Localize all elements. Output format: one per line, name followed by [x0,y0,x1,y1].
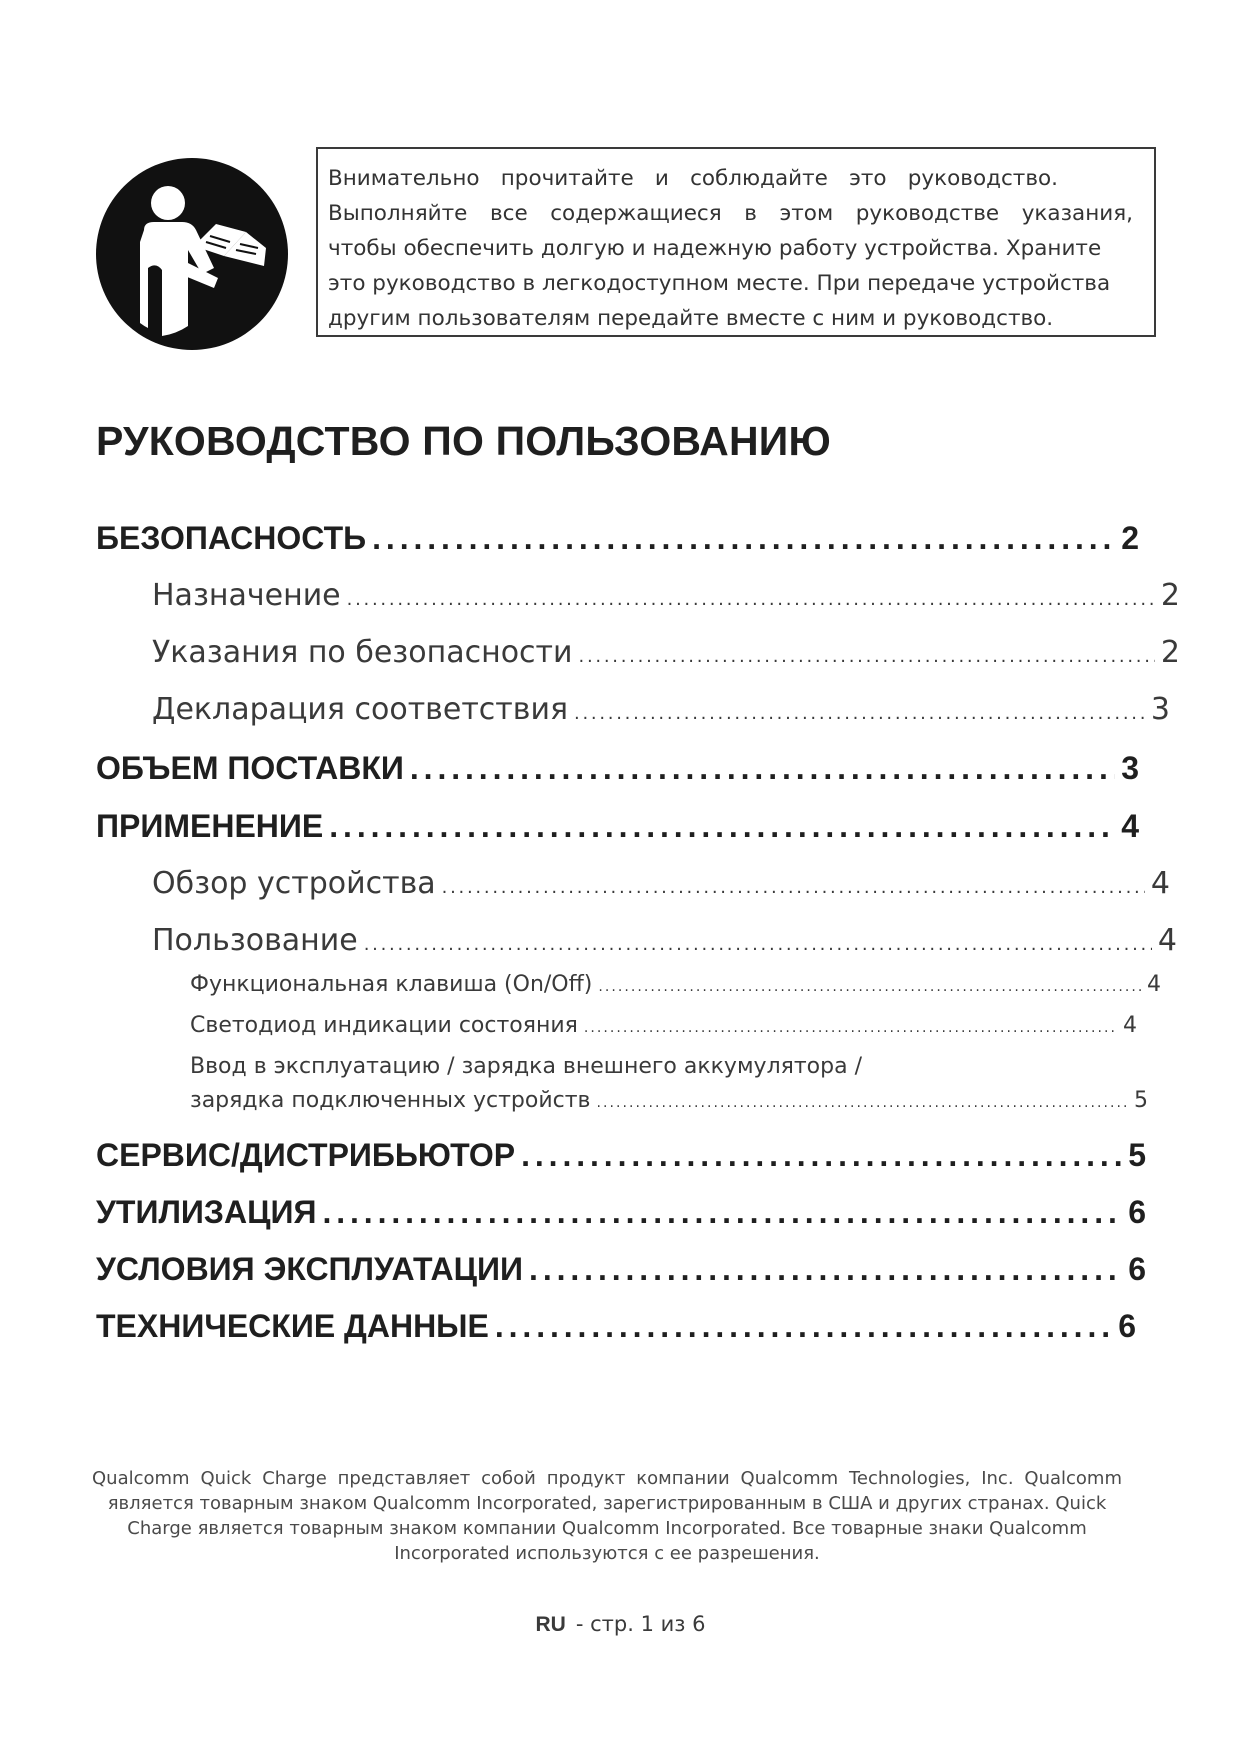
toc-label: Пользование [152,923,358,958]
toc-page-number: 2 [1160,578,1180,613]
toc-item-technical-data[interactable] [96,1308,1136,1352]
toc-leader [364,923,1152,958]
toc-item-commissioning-line1[interactable]: Ввод в эксплуатацию / зарядка внешнего аккумулятора / [190,1054,862,1079]
toc-page-number: 5 [1128,1137,1146,1173]
notice-line: это руководство в легкодоступном месте. При передаче устройства [328,271,1111,296]
toc-page-number: 3 [1150,692,1170,727]
toc-item-safety[interactable] [96,520,1139,564]
toc-item-operating-conditions[interactable] [96,1251,1146,1295]
page-title: РУКОВОДСТВО ПО ПОЛЬЗОВАНИЮ [96,418,831,464]
toc-item-function-key[interactable] [190,972,1161,1004]
toc-label: Светодиод индикации состояния [190,1013,578,1038]
trademark-footnote [92,1466,1122,1566]
toc-label: Назначение [152,578,341,613]
toc-page-number: 6 [1128,1251,1146,1287]
toc-item-usage[interactable] [152,923,1177,965]
toc-page-number: 5 [1134,1088,1148,1113]
toc-item-safety-instructions[interactable] [152,635,1180,677]
notice-line: Выполняйте все содержащиеся в этом руководстве указания, [328,201,1133,226]
toc-item-status-led[interactable] [190,1013,1137,1045]
toc-leader [410,750,1115,787]
notice-line: чтобы обеспечить долгую и надежную работу устройства. Храните [328,236,1102,261]
toc-leader [598,972,1141,997]
read-manual-icon [96,158,288,350]
toc-label: зарядка подключенных устройств [190,1088,591,1113]
toc-page-number: 4 [1147,972,1161,997]
page-indicator: - стр. 1 из 6 [575,1612,706,1636]
toc-label: СЕРВИС/ДИСТРИБЬЮТОР [96,1137,516,1173]
toc-label: ТЕХНИЧЕСКИЕ ДАННЫЕ [96,1308,489,1344]
toc-item-application[interactable] [96,808,1139,852]
notice-box [316,147,1156,337]
toc-item-commissioning[interactable] [190,1088,1148,1120]
footnote-line: Incorporated используются с ее разрешения. [394,1543,820,1564]
notice-line: другим пользователям передайте вместе с ним и руководство. [328,306,1054,331]
language-code: RU [535,1613,566,1636]
toc-leader [597,1088,1129,1113]
toc-leader [495,1308,1112,1345]
toc-leader [584,1013,1117,1038]
toc-leader [322,1194,1122,1231]
toc-label: БЕЗОПАСНОСТЬ [96,520,367,556]
notice-line: Внимательно прочитайте и соблюдайте это руководство. [328,166,1058,191]
toc-leader [521,1137,1122,1174]
toc-page-number: 3 [1121,750,1139,786]
toc-leader [574,692,1145,727]
toc-item-purpose[interactable] [152,578,1180,620]
toc-label: УТИЛИЗАЦИЯ [96,1194,317,1230]
toc-item-service[interactable] [96,1137,1146,1181]
toc-label: УСЛОВИЯ ЭКСПЛУАТАЦИИ [96,1251,524,1287]
toc-page-number: 4 [1123,1013,1137,1038]
toc-label: ОБЪЕМ ПОСТАВКИ [96,750,404,786]
page-footer [0,1612,1241,1637]
footnote-line: является товарным знаком Qualcomm Incorporated, зарегистрированным в США и других странах. Quick [107,1493,1107,1514]
toc-page-number: 2 [1160,635,1180,670]
toc-page-number: 6 [1118,1308,1136,1344]
toc-item-device-overview[interactable] [152,866,1170,908]
toc-leader [372,520,1115,557]
toc-page-number: 4 [1121,808,1139,844]
toc-leader [442,866,1145,901]
toc-page-number: 4 [1150,866,1170,901]
footnote-line: Qualcomm Quick Charge представляет собой продукт компании Qualcomm Technologies, Inc. Qualcomm [92,1468,1122,1489]
toc-item-declaration[interactable] [152,692,1170,734]
toc-label: Декларация соответствия [152,692,568,727]
toc-page-number: 6 [1128,1194,1146,1230]
toc-item-scope[interactable] [96,750,1139,794]
toc-label: Функциональная клавиша (On/Off) [190,972,593,997]
toc-page-number: 4 [1157,923,1177,958]
toc-label: Обзор устройства [152,866,436,901]
toc-label: ПРИМЕНЕНИЕ [96,808,324,844]
toc-leader [529,1251,1122,1288]
toc-leader [329,808,1115,845]
toc-leader [347,578,1155,613]
toc-leader [579,635,1155,670]
toc-label: Указания по безопасности [152,635,573,670]
toc-item-disposal[interactable] [96,1194,1146,1238]
toc-page-number: 2 [1121,520,1139,556]
footnote-line: Charge является товарным знаком компании Qualcomm Incorporated. Все товарные знаки Qualcomm [127,1518,1087,1539]
